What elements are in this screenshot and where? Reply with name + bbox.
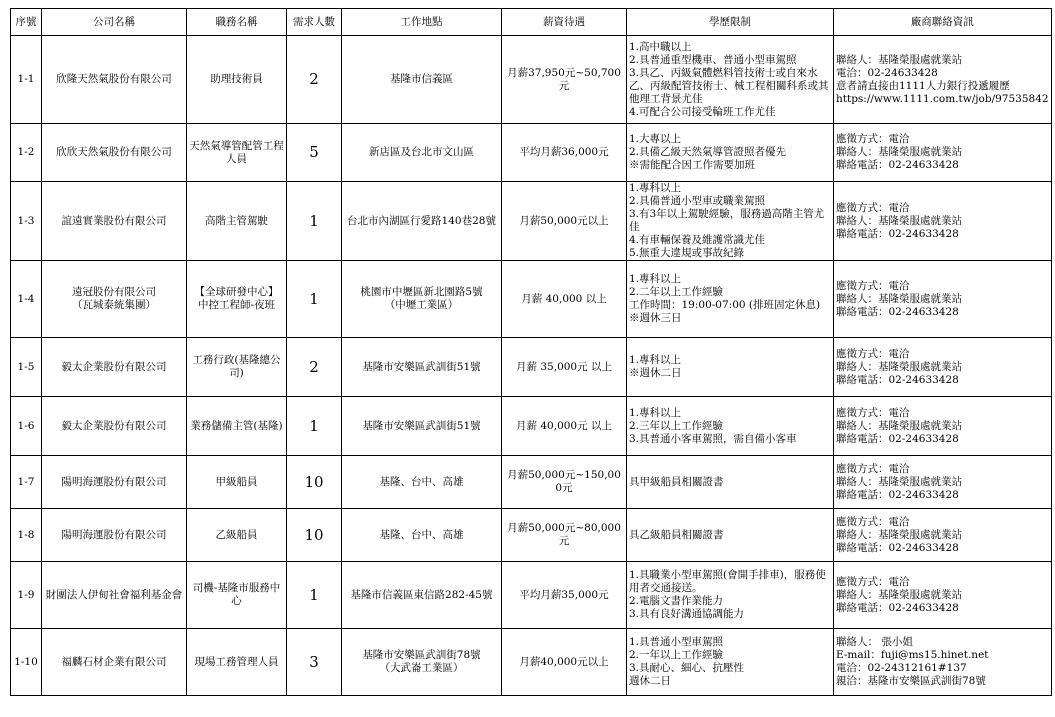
cell-line: 2.三年以上工作經驗 <box>629 419 724 432</box>
salary-cell <box>502 629 627 696</box>
cell-line: 欣欣天然氣股份有限公司 <box>56 146 172 158</box>
cell-line: 聯絡人：基隆榮服處就業站 <box>836 53 962 66</box>
company-name-cell <box>42 124 187 182</box>
requirements-cell <box>627 124 834 182</box>
job-listing-table <box>10 8 1052 696</box>
cell-line: 2.二年以上工作經驗 <box>629 286 724 298</box>
cell-line: 聯絡電話：02-24633428 <box>836 373 959 386</box>
cell-line: 1.具普通小型車駕照 <box>629 636 724 648</box>
cell-line: 誼遠實業股份有限公司 <box>61 214 167 227</box>
header-cell: 學歷限制 <box>627 9 834 36</box>
cell-line: 欣隆天然氣股份有限公司 <box>56 73 172 85</box>
row-number-cell: 1-9 <box>11 562 42 629</box>
cell-line: 2.一年以上工作經驗 <box>629 649 724 661</box>
cell-line: 中控工程師-夜班 <box>197 299 276 311</box>
position-title-cell <box>187 261 287 338</box>
work-location-cell <box>342 338 502 397</box>
table-row <box>11 397 1052 456</box>
cell-line: 現場工務管理人員 <box>194 655 279 668</box>
cell-line: 月薪50,000元以上 <box>519 214 609 227</box>
headcount-cell: 10 <box>287 456 342 509</box>
cell-line: 1.專科以上 <box>629 354 682 366</box>
cell-line: 高階主管駕駛 <box>205 214 268 227</box>
requirements-cell <box>627 36 834 124</box>
cell-line: 4.可配合公司接受輪班工作尤佳 <box>629 105 776 118</box>
header-cell: 職務名稱 <box>187 9 287 36</box>
cell-line: 3.有3年以上駕駛經驗，服務過高階主管尤佳 <box>629 208 825 233</box>
cell-line: 基隆市安樂區武訓街78號 <box>362 649 481 661</box>
cell-line: https://www.1111.com.tw/job/97535842 <box>836 92 1049 105</box>
cell-line: 天然氣導管配管工程人員 <box>189 139 284 165</box>
position-title-cell <box>187 338 287 397</box>
requirements-cell <box>627 338 834 397</box>
cell-line: 聯絡人：基隆榮服處就業站 <box>836 419 962 432</box>
cell-line: 3.具耐心、細心、抗壓性 <box>629 662 745 674</box>
salary-cell <box>502 562 627 629</box>
cell-line: 3.具乙、丙級氣體燃料管技術士或自來水乙、丙級配管技術士、械工程相關科系或其他理工背景尤佳 <box>629 66 829 105</box>
headcount-cell: 1 <box>287 182 342 261</box>
headcount-cell: 1 <box>287 562 342 629</box>
requirements-cell <box>627 397 834 456</box>
cell-line: 聯絡人： 張小姐 <box>836 636 913 648</box>
cell-line: 聯絡人：基隆榮服處就業站 <box>836 588 962 601</box>
cell-line: 毅太企業股份有限公司 <box>61 360 167 373</box>
cell-line: 應徵方式：電洽 <box>836 201 910 214</box>
salary-cell <box>502 182 627 261</box>
cell-line: 1.大專以上 <box>629 133 682 145</box>
cell-line: ※需能配合因工作需要加班 <box>629 159 755 171</box>
position-title-cell <box>187 562 287 629</box>
row-number-cell: 1-5 <box>11 338 42 397</box>
cell-line: 1.專科以上 <box>629 406 682 419</box>
contact-info-cell <box>834 338 1052 397</box>
cell-line: （瓦城泰統集團） <box>72 299 156 311</box>
row-number-cell: 1-6 <box>11 397 42 456</box>
contact-info-cell <box>834 562 1052 629</box>
header-cell: 工作地點 <box>342 9 502 36</box>
cell-line: 月薪50,000元~80,000元 <box>507 522 621 547</box>
company-name-cell <box>42 509 187 562</box>
cell-line: 月薪 35,000元 以上 <box>516 360 612 373</box>
cell-line: 1.專科以上 <box>629 182 682 194</box>
work-location-cell <box>342 261 502 338</box>
cell-line: 財團法人伊甸社會福利基金會 <box>45 588 183 601</box>
cell-line: 基隆市安樂區武訓街51號 <box>362 419 481 432</box>
cell-line: 具乙級船員相關證書 <box>629 528 724 541</box>
headcount-cell: 2 <box>287 36 342 124</box>
requirements-cell <box>627 182 834 261</box>
work-location-cell <box>342 562 502 629</box>
cell-line: 應徵方式：電洽 <box>836 133 910 145</box>
cell-line: 4.有車輛保養及維護常識尤佳 <box>629 234 766 246</box>
work-location-cell <box>342 629 502 696</box>
cell-line: 遠冠股份有限公司 <box>72 286 156 298</box>
salary-cell <box>502 261 627 338</box>
work-location-cell <box>342 36 502 124</box>
cell-line: 陽明海運股份有限公司 <box>61 528 167 541</box>
table-row <box>11 261 1052 338</box>
cell-line: 基隆市信義區東信路282-45號 <box>350 588 493 601</box>
requirements-cell <box>627 509 834 562</box>
salary-cell <box>502 509 627 562</box>
salary-cell <box>502 338 627 397</box>
cell-line: 電洽：02-24633428 <box>836 66 938 79</box>
header-cell: 薪資待遇 <box>502 9 627 36</box>
headcount-cell: 1 <box>287 397 342 456</box>
row-number-cell: 1-2 <box>11 124 42 182</box>
contact-info-cell <box>834 629 1052 696</box>
contact-info-cell <box>834 456 1052 509</box>
cell-line: 新店區及台北市文山區 <box>369 146 474 158</box>
position-title-cell <box>187 397 287 456</box>
cell-line: ※週休二日 <box>629 367 682 379</box>
cell-line: 3.具有良好溝通協調能力 <box>629 608 745 620</box>
row-number-cell: 1-1 <box>11 36 42 124</box>
cell-line: 應徵方式：電洽 <box>836 462 910 475</box>
table-row <box>11 562 1052 629</box>
contact-info-cell <box>834 509 1052 562</box>
cell-line: 聯絡電話：02-24633428 <box>836 159 959 171</box>
company-name-cell <box>42 562 187 629</box>
row-number-cell: 1-10 <box>11 629 42 696</box>
headcount-cell: 5 <box>287 124 342 182</box>
requirements-cell <box>627 456 834 509</box>
contact-info-cell <box>834 124 1052 182</box>
cell-line: 乙級船員 <box>215 528 258 541</box>
position-title-cell <box>187 629 287 696</box>
cell-line: 1.高中職以上 <box>629 40 692 53</box>
company-name-cell <box>42 338 187 397</box>
cell-line: 司機-基隆市服務中心 <box>192 582 281 607</box>
company-name-cell <box>42 182 187 261</box>
cell-line: 工作時間：19:00-07:00 (排班固定休息) <box>629 299 821 311</box>
job-listing-document <box>10 8 1052 696</box>
contact-info-cell <box>834 36 1052 124</box>
row-number-cell: 1-3 <box>11 182 42 261</box>
company-name-cell <box>42 397 187 456</box>
cell-line: 業務儲備主管(基隆) <box>190 419 283 432</box>
cell-line: 1.具職業小型車駕照(會開手排車)，服務使用者交通接送。 <box>629 569 826 594</box>
cell-line: 具甲級船員相關證書 <box>629 475 724 488</box>
cell-line: 基隆、台中、高雄 <box>379 475 464 488</box>
company-name-cell <box>42 36 187 124</box>
table-header-row <box>11 9 1052 36</box>
cell-line: 助理技術員 <box>210 73 263 85</box>
cell-line: 聯絡電話：02-24633428 <box>836 601 959 614</box>
position-title-cell <box>187 509 287 562</box>
requirements-cell <box>627 261 834 338</box>
work-location-cell <box>342 182 502 261</box>
cell-line: 聯絡電話：02-24633428 <box>836 305 959 318</box>
contact-info-cell <box>834 261 1052 338</box>
requirements-cell <box>627 562 834 629</box>
cell-line: 月薪50,000元~150,000元 <box>507 469 621 494</box>
cell-line: 2.電腦文書作業能力 <box>629 595 724 607</box>
cell-line: 聯絡人：基隆榮服處就業站 <box>836 214 962 227</box>
cell-line: 月薪 40,000 以上 <box>521 292 607 305</box>
table-row <box>11 338 1052 397</box>
salary-cell <box>502 456 627 509</box>
header-cell: 廠商聯絡資訊 <box>834 9 1052 36</box>
headcount-cell: 1 <box>287 261 342 338</box>
contact-info-cell <box>834 182 1052 261</box>
table-row <box>11 182 1052 261</box>
position-title-cell <box>187 456 287 509</box>
cell-line: 桃園市中壢區新北園路5號 <box>360 286 483 298</box>
cell-line: E-mail：fuji@ms15.hinet.net <box>836 649 989 661</box>
cell-line: 電洽：02-24312161#137 <box>836 662 967 674</box>
position-title-cell <box>187 182 287 261</box>
cell-line: 月薪40,000元以上 <box>519 655 609 668</box>
cell-line: 聯絡人：基隆榮服處就業站 <box>836 475 962 488</box>
cell-line: 基隆市安樂區武訓街51號 <box>362 360 481 373</box>
table-row <box>11 629 1052 696</box>
work-location-cell <box>342 397 502 456</box>
cell-line: 福麟石材企業有限公司 <box>61 655 167 668</box>
work-location-cell <box>342 456 502 509</box>
company-name-cell <box>42 261 187 338</box>
cell-line: 基隆、台中、高雄 <box>379 528 464 541</box>
contact-info-cell <box>834 397 1052 456</box>
position-title-cell <box>187 124 287 182</box>
cell-line: 週休二日 <box>629 675 671 687</box>
cell-line: 2.具備普通小型車或職業駕照 <box>629 195 766 207</box>
cell-line: 親洽：基隆市安樂區武訓街78號 <box>836 675 986 687</box>
cell-line: 意者請直接由1111人力銀行投遞履歷 <box>836 79 1010 92</box>
cell-line: 2.具備乙級天然氣導管證照者優先 <box>629 146 787 158</box>
cell-line: 聯絡電話：02-24633428 <box>836 432 959 445</box>
row-number-cell: 1-7 <box>11 456 42 509</box>
cell-line: 1.專科以上 <box>629 273 682 285</box>
row-number-cell: 1-8 <box>11 509 42 562</box>
company-name-cell <box>42 629 187 696</box>
headcount-cell: 2 <box>287 338 342 397</box>
headcount-cell: 10 <box>287 509 342 562</box>
cell-line: ※週休三日 <box>629 312 682 324</box>
cell-line: 【全球研發中心】 <box>194 286 279 298</box>
cell-line: 聯絡人：基隆榮服處就業站 <box>836 146 962 158</box>
requirements-cell <box>627 629 834 696</box>
headcount-cell: 3 <box>287 629 342 696</box>
cell-line: 聯絡人：基隆榮服處就業站 <box>836 360 962 373</box>
cell-line: 平均月薪36,000元 <box>519 146 609 158</box>
work-location-cell <box>342 509 502 562</box>
position-title-cell <box>187 36 287 124</box>
cell-line: 月薪 40,000元 以上 <box>516 419 612 432</box>
table-row <box>11 456 1052 509</box>
salary-cell <box>502 397 627 456</box>
salary-cell <box>502 36 627 124</box>
table-row <box>11 36 1052 124</box>
table-row <box>11 509 1052 562</box>
cell-line: （大武崙工業區） <box>379 662 464 674</box>
cell-line: 陽明海運股份有限公司 <box>61 475 167 488</box>
cell-line: 聯絡電話：02-24633428 <box>836 227 959 240</box>
cell-line: 2.具普通重型機車、普通小型車駕照 <box>629 53 797 66</box>
cell-line: 台北市內湖區行愛路140巷28號 <box>347 214 496 227</box>
header-cell: 公司名稱 <box>42 9 187 36</box>
cell-line: 應徵方式：電洽 <box>836 575 910 588</box>
cell-line: 應徵方式：電洽 <box>836 406 910 419</box>
cell-line: 甲級船員 <box>215 475 258 488</box>
header-cell: 序號 <box>11 9 42 36</box>
cell-line: 月薪37,950元~50,700元 <box>507 66 621 92</box>
cell-line: 應徵方式：電洽 <box>836 279 910 292</box>
cell-line: 應徵方式：電洽 <box>836 347 910 360</box>
cell-line: （中壢工業區） <box>384 299 459 311</box>
row-number-cell: 1-4 <box>11 261 42 338</box>
cell-line: 工務行政(基隆總公司) <box>192 354 281 379</box>
cell-line: 聯絡人：基隆榮服處就業站 <box>836 292 962 305</box>
cell-line: 聯絡電話：02-24633428 <box>836 488 959 501</box>
cell-line: 基隆市信義區 <box>390 73 453 85</box>
work-location-cell <box>342 124 502 182</box>
cell-line: 平均月薪35,000元 <box>519 588 609 601</box>
cell-line: 3.具普通小客車駕照，需自備小客車 <box>629 432 797 445</box>
cell-line: 毅太企業股份有限公司 <box>61 419 167 432</box>
header-cell: 需求人數 <box>287 9 342 36</box>
salary-cell <box>502 124 627 182</box>
cell-line: 5.無重大違規或事故紀錄 <box>629 247 745 259</box>
cell-line: 聯絡電話：02-24633428 <box>836 541 959 554</box>
cell-line: 聯絡人：基隆榮服處就業站 <box>836 528 962 541</box>
table-row <box>11 124 1052 182</box>
company-name-cell <box>42 456 187 509</box>
cell-line: 應徵方式：電洽 <box>836 515 910 528</box>
